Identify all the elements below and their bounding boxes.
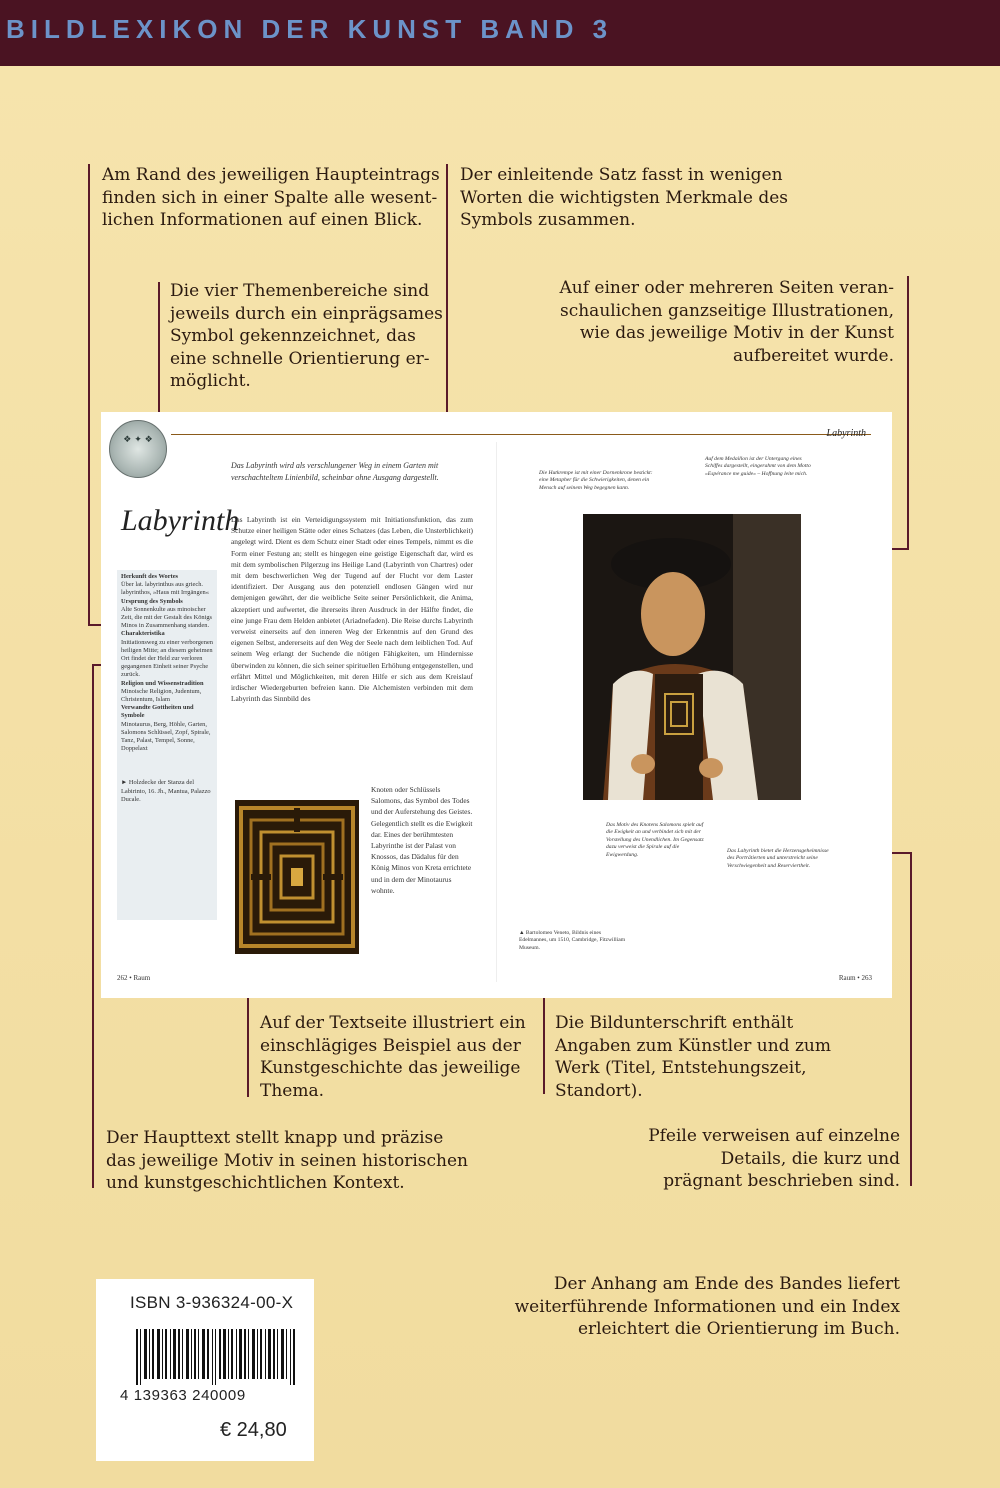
note-line: Standort). bbox=[555, 1080, 643, 1101]
barcode-digits: 4 139363 240009 bbox=[120, 1387, 246, 1404]
sidebar-heading: Religion und Wissenstradition bbox=[121, 679, 204, 687]
note-line: Kunstgeschichte das jeweilige bbox=[260, 1058, 521, 1078]
note-sidebar bbox=[102, 164, 440, 232]
detail-caption-knot: Das Motiv des Knotens Salomons spielt auf die Ewigkeit an und verbindet sich mit der Vorstellung des Unendlichen. Im Gegensatz dazu verweist die Spirale auf die Ewigwerdung. bbox=[606, 822, 704, 858]
note-line: Auf einer oder mehreren Seiten veran- bbox=[559, 278, 894, 298]
note-arrows bbox=[600, 1125, 900, 1193]
main-text-continued: Knoten oder Schlüssels Salomons, das Symbol des Todes und der Auferstehung des Geistes. Gelegentlich stellt es die Ewigkeit dar. Eines der berühmtesten Labyrinthe ist der Palast von Knossos, das Dädalus für den König Minos von Kreta errichtete und in dem der Minotaurus wohnte. bbox=[371, 785, 473, 895]
intro-sentence: Das Labyrinth wird als verschlungener Weg in einem Garten mit verschachteltem Linienbild, scheinbar ohne Ausgang dargestellt. bbox=[231, 461, 439, 482]
note-line: Die vier Themenbereiche sind bbox=[170, 281, 430, 301]
sidebar-text: Minoische Religion, Judentum, Christentum, Islam bbox=[121, 687, 202, 704]
note-line: Der Haupttext stellt knapp und präzise bbox=[106, 1128, 444, 1148]
portrait-illustration bbox=[583, 514, 801, 800]
leader-line bbox=[907, 276, 909, 550]
sample-spread bbox=[101, 412, 892, 998]
note-line: Der Anhang am Ende des Bandes liefert bbox=[553, 1274, 900, 1294]
note-line: einschlägiges Beispiel aus der bbox=[260, 1035, 521, 1056]
note-line: weiterführende Informationen und ein Index bbox=[514, 1296, 900, 1317]
sidebar-text: Minotaurus, Berg, Höhle, Garten, Salomons Schlüssel, Zopf, Spirale, Tanz, Palast, Tempel, Sonne, Doppelaxt bbox=[121, 720, 211, 753]
note-line: Angaben zum Künstler und zum bbox=[555, 1035, 831, 1056]
image-credit: ▲ Bartolomeo Veneto, Bildnis eines Edelmannes, um 1510, Cambridge, Fitzwilliam Museum. bbox=[519, 930, 626, 951]
sidebar-text: Über lat. labyrinthus aus griech. labyrinthos, »Haus mit Irrgängen« bbox=[121, 581, 209, 597]
note-line: erleichtert die Orientierung im Buch. bbox=[577, 1319, 900, 1339]
medal-glyph: ❖ ✦ ❖ bbox=[123, 435, 153, 445]
theme-symbol-icon bbox=[109, 420, 167, 478]
note-line: Symbol gekennzeichnet, das bbox=[170, 326, 416, 346]
sidebar-text: Initiationsweg zu einer verborgenen heiligen Mitte; an diesem geheimen Ort findet der Held zur verloren gegangenen Einheit seiner Psyche zurück. bbox=[121, 638, 213, 679]
note-line: jeweils durch ein einprägsames bbox=[170, 303, 443, 324]
price: € 24,80 bbox=[220, 1419, 287, 1441]
note-example bbox=[260, 1012, 526, 1102]
header-rule bbox=[171, 434, 871, 435]
note-line: Die Bildunterschrift enthält bbox=[555, 1013, 794, 1033]
note-line: schaulichen ganzseitige Illustrationen, bbox=[559, 300, 894, 321]
note-appendix bbox=[480, 1273, 900, 1341]
page-fold bbox=[496, 442, 497, 982]
leader-line bbox=[910, 852, 912, 1186]
note-line: finden sich in einer Spalte alle wesent- bbox=[102, 187, 438, 208]
note-line: Pfeile verweisen auf einzelne bbox=[648, 1126, 900, 1146]
sidebar-text: Alte Sonnenkulte aus minoischer Zeit, die mit der Gestalt des Königs Minos in Zusammenhang standen. bbox=[121, 605, 213, 630]
folio-right: Raum • 263 bbox=[838, 974, 872, 982]
note-line: das jeweilige Motiv in seinen historischen bbox=[106, 1150, 468, 1171]
main-text: Das Labyrinth ist ein Verteidigungssystem mit Initiationsfunktion, das zum Schutze einer heiligen Stätte oder eines Schatzes (das Leben, die Unsterblichkeit) angelegt wird. Dient es dem Schutz einer Stadt oder eines Tempels, nimmt es die Form einer Festung an; stellt es hingegen eine geistige Eigenschaft dar, wird es mit dem symbolischen Pilgerzug ins Heilige Land (Labyrinth von Chartres) oder mit dem beschwerlichen Weg der Tugend auf der Flucht vor dem Laster identifiziert. Der Ausgang aus den potenziell endlosen Gängen wird nur demjenigen gewährt, der die weibliche Seite seiner Persönlichkeit, die Anima, akzeptiert und aufwertet, die ihrerseits ihren Ausdruck in der Hälfte findet, die eine junge Frau dem Helden anbietet (Ariadnefaden). Die Reise durchs Labyrinth verweist einerseits auf den inneren Weg der Erkenntnis auf den Grund des eigenen Selbst, andererseits auf den Weg der Seele nach dem leiblichen Tod. Auf seinem Weg erlangt der Suchende die nötigen Fähigkeiten, um Hindernisse überwinden zu können, die sich seiner spirituellen Erhöhung entgegenstellen, und erfährt Mittel und Möglichkeiten, mit deren Hilfe er sich aus dem Kreislauf irdischer Wiedergeburten befreien kann. Die Alchemisten verbinden mit dem Labyrinth das Sinnbild des bbox=[231, 515, 473, 704]
note-line: Werk (Titel, Entstehungszeit, bbox=[555, 1058, 807, 1078]
entry-title: Labyrinth bbox=[121, 504, 240, 537]
running-head: Labyrinth bbox=[826, 428, 866, 439]
note-line: Details, die kurz und bbox=[720, 1148, 900, 1169]
sidebar-image-caption: ► Holzdecke der Stanza del Labirinto, 16. Jh., Mantua, Palazzo Ducale. bbox=[121, 779, 211, 803]
info-sidebar bbox=[117, 570, 217, 920]
note-illustrations bbox=[540, 277, 894, 367]
note-line: Thema. bbox=[260, 1080, 325, 1101]
note-line: Auf der Textseite illustriert ein bbox=[260, 1013, 526, 1033]
labyrinth-ceiling-image bbox=[235, 800, 359, 954]
note-line: eine schnelle Orientierung er- bbox=[170, 348, 430, 369]
sidebar-heading: Ursprung des Symbols bbox=[121, 597, 183, 605]
series-title: BILDLEXIKON DER KUNST BAND 3 bbox=[6, 14, 614, 44]
barcode-panel bbox=[96, 1279, 314, 1461]
sidebar-heading: Herkunft des Wortes bbox=[121, 573, 179, 580]
note-line: Am Rand des jeweiligen Haupteintrags bbox=[102, 165, 440, 185]
leader-line bbox=[158, 282, 160, 412]
isbn-text: ISBN 3-936324-00-X bbox=[130, 1293, 294, 1312]
note-symbol bbox=[170, 280, 443, 393]
note-line: aufbereitet wurde. bbox=[732, 345, 894, 366]
note-line: Der einleitende Satz fasst in wenigen bbox=[460, 165, 783, 185]
note-line: lichen Informationen auf einen Blick. bbox=[102, 210, 423, 230]
note-maintext bbox=[106, 1127, 468, 1195]
note-caption bbox=[555, 1012, 831, 1102]
folio-left: 262 • Raum bbox=[117, 974, 151, 982]
detail-caption-hat: Die Hutkrempe ist mit einer Dornenkrone bestickt: eine Metapher für die Schwierigkeiten, denen ein Mensch auf seinem Weg begegnen kann. bbox=[539, 470, 653, 491]
detail-caption-medal: Auf dem Medaillon ist der Untergang eines Schiffes dargestellt, eingerahmt von dem Motto »Espérance me guide« – Hoffnung leite mich. bbox=[705, 456, 811, 477]
leader-line bbox=[88, 164, 90, 626]
note-line: und kunstgeschichtlichen Kontext. bbox=[106, 1173, 405, 1193]
detail-caption-labyrinth: Das Labyrinth bietet die Herzensgeheimnisse des Porträtierten und unterstreicht seine Verschwiegenheit und Reserviertheit. bbox=[727, 848, 829, 869]
sidebar-heading: Verwandte Gottheiten und Symbole bbox=[121, 704, 194, 720]
barcode-icon bbox=[136, 1329, 296, 1385]
note-line: prägnant beschrieben sind. bbox=[663, 1171, 900, 1191]
header-bar bbox=[0, 0, 1000, 66]
note-line: Symbols zusammen. bbox=[460, 210, 636, 230]
note-line: wie das jeweilige Motiv in der Kunst bbox=[579, 323, 894, 343]
note-line: Worten die wichtigsten Merkmale des bbox=[460, 187, 789, 208]
sidebar-heading: Charakteristika bbox=[121, 630, 165, 638]
note-intro bbox=[460, 164, 788, 232]
leader-line bbox=[92, 664, 94, 1188]
note-line: möglicht. bbox=[170, 371, 251, 391]
